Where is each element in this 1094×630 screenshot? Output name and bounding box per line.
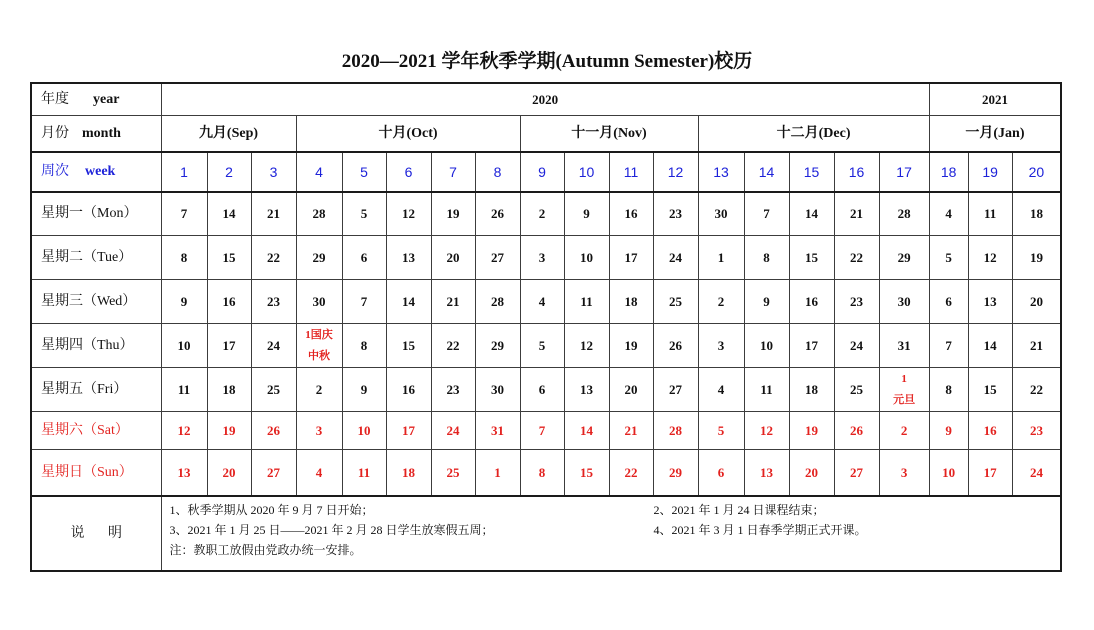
date-cell: 3 (296, 412, 342, 450)
note-item-1: 1、秋季学期从 2020 年 9 月 7 日开始； (169, 503, 374, 517)
week-row-label (31, 152, 161, 192)
year-row-label (31, 83, 161, 116)
date-cell: 19 (789, 412, 834, 450)
date-cell: 10 (342, 412, 386, 450)
date-cell: 18 (789, 368, 834, 412)
month-cell-jan: 一月(Jan) (929, 116, 1061, 153)
day-label: 星期四（Thu） (31, 324, 161, 368)
day-row-thu (31, 324, 1061, 368)
date-cell: 16 (968, 412, 1012, 450)
week-number: 17 (879, 152, 929, 192)
date-cell: 16 (609, 192, 653, 236)
date-cell: 30 (296, 280, 342, 324)
date-cell: 13 (386, 236, 431, 280)
notes-label: 说 明 (31, 496, 161, 571)
week-number: 3 (251, 152, 296, 192)
date-cell: 8 (929, 368, 968, 412)
month-cell-dec: 十二月(Dec) (698, 116, 929, 153)
date-cell: 11 (968, 192, 1012, 236)
date-cell: 28 (879, 192, 929, 236)
date-cell: 13 (564, 368, 609, 412)
school-calendar-table (30, 82, 1062, 572)
date-cell: 14 (968, 324, 1012, 368)
date-cell: 25 (653, 280, 698, 324)
date-cell: 25 (431, 450, 475, 497)
year-label-zh: 年度 (41, 91, 69, 107)
date-cell: 21 (251, 192, 296, 236)
date-cell: 17 (207, 324, 251, 368)
date-cell: 29 (296, 236, 342, 280)
date-cell: 5 (929, 236, 968, 280)
date-cell: 4 (698, 368, 744, 412)
day-row-fri (31, 368, 1061, 412)
date-cell: 20 (1012, 280, 1061, 324)
date-cell: 23 (431, 368, 475, 412)
date-cell: 5 (520, 324, 564, 368)
week-number: 7 (431, 152, 475, 192)
week-number: 15 (789, 152, 834, 192)
date-cell: 10 (564, 236, 609, 280)
date-cell: 22 (834, 236, 879, 280)
week-row (31, 152, 1061, 192)
week-number: 4 (296, 152, 342, 192)
week-number: 13 (698, 152, 744, 192)
date-cell: 2 (879, 412, 929, 450)
date-cell: 1 (475, 450, 520, 497)
date-cell: 9 (161, 280, 207, 324)
date-cell: 22 (609, 450, 653, 497)
week-number: 18 (929, 152, 968, 192)
date-cell: 6 (520, 368, 564, 412)
holiday-date-cell: 1 元旦 (879, 368, 929, 412)
week-number: 14 (744, 152, 789, 192)
date-cell: 14 (564, 412, 609, 450)
date-cell: 28 (296, 192, 342, 236)
day-row-sun (31, 450, 1061, 497)
date-cell: 8 (520, 450, 564, 497)
date-cell: 24 (251, 324, 296, 368)
day-row-mon (31, 192, 1061, 236)
month-label-en: month (82, 125, 121, 141)
week-number: 6 (386, 152, 431, 192)
date-cell: 29 (879, 236, 929, 280)
date-cell: 13 (968, 280, 1012, 324)
date-cell: 9 (564, 192, 609, 236)
day-row-tue (31, 236, 1061, 280)
date-cell: 7 (929, 324, 968, 368)
date-cell: 17 (609, 236, 653, 280)
notes-row (31, 496, 1061, 571)
date-cell: 16 (789, 280, 834, 324)
year-cell-2020: 2020 (161, 83, 929, 116)
date-cell: 11 (161, 368, 207, 412)
week-number: 19 (968, 152, 1012, 192)
date-cell: 9 (744, 280, 789, 324)
year-row (31, 83, 1061, 116)
date-cell: 31 (879, 324, 929, 368)
date-cell: 8 (744, 236, 789, 280)
date-cell: 20 (789, 450, 834, 497)
date-cell: 19 (207, 412, 251, 450)
date-cell: 18 (386, 450, 431, 497)
month-row (31, 116, 1061, 153)
date-cell: 24 (431, 412, 475, 450)
date-cell: 27 (834, 450, 879, 497)
week-number: 2 (207, 152, 251, 192)
date-cell: 29 (475, 324, 520, 368)
week-number: 16 (834, 152, 879, 192)
year-label-en: year (93, 91, 120, 107)
date-cell: 28 (653, 412, 698, 450)
date-cell: 27 (475, 236, 520, 280)
date-cell: 18 (1012, 192, 1061, 236)
date-cell: 8 (342, 324, 386, 368)
month-row-label (31, 116, 161, 153)
date-cell: 25 (834, 368, 879, 412)
day-label: 星期五（Fri） (31, 368, 161, 412)
date-cell: 20 (609, 368, 653, 412)
date-cell: 11 (342, 450, 386, 497)
date-cell: 8 (161, 236, 207, 280)
notes-content (161, 496, 1061, 571)
date-cell: 16 (386, 368, 431, 412)
date-cell: 3 (698, 324, 744, 368)
date-cell: 5 (698, 412, 744, 450)
date-cell: 30 (475, 368, 520, 412)
week-number: 10 (564, 152, 609, 192)
date-cell: 26 (653, 324, 698, 368)
holiday-date-cell: 1国庆 中秋 (296, 324, 342, 368)
date-cell: 26 (251, 412, 296, 450)
month-cell-sep: 九月(Sep) (161, 116, 296, 153)
date-cell: 11 (564, 280, 609, 324)
week-number: 20 (1012, 152, 1061, 192)
date-cell: 7 (744, 192, 789, 236)
date-cell: 12 (161, 412, 207, 450)
date-cell: 23 (251, 280, 296, 324)
date-cell: 24 (1012, 450, 1061, 497)
date-cell: 30 (879, 280, 929, 324)
date-cell: 15 (386, 324, 431, 368)
date-cell: 16 (207, 280, 251, 324)
day-label: 星期三（Wed） (31, 280, 161, 324)
date-cell: 3 (520, 236, 564, 280)
date-cell: 25 (251, 368, 296, 412)
notes-grid (170, 500, 1061, 560)
note-item-3: 3、2021 年 1 月 25 日——2021 年 2 月 28 日学生放寒假五周； (169, 523, 494, 537)
date-cell: 28 (475, 280, 520, 324)
date-cell: 26 (834, 412, 879, 450)
date-cell: 4 (929, 192, 968, 236)
month-cell-nov: 十一月(Nov) (520, 116, 698, 153)
date-cell: 12 (744, 412, 789, 450)
date-cell: 7 (520, 412, 564, 450)
day-label: 星期日（Sun） (31, 450, 161, 497)
week-number: 5 (342, 152, 386, 192)
week-number: 1 (161, 152, 207, 192)
date-cell: 24 (834, 324, 879, 368)
day-label: 星期一（Mon） (31, 192, 161, 236)
date-cell: 21 (1012, 324, 1061, 368)
date-cell: 13 (744, 450, 789, 497)
date-cell: 23 (834, 280, 879, 324)
note-item-4: 4、2021 年 3 月 1 日春季学期正式开课。 (653, 523, 867, 537)
date-cell: 15 (564, 450, 609, 497)
date-cell: 7 (342, 280, 386, 324)
month-label-zh: 月份 (41, 125, 69, 141)
date-cell: 21 (834, 192, 879, 236)
day-label: 星期六（Sat） (31, 412, 161, 450)
week-number: 9 (520, 152, 564, 192)
date-cell: 27 (251, 450, 296, 497)
date-cell: 19 (609, 324, 653, 368)
date-cell: 1 (698, 236, 744, 280)
date-cell: 18 (609, 280, 653, 324)
date-cell: 24 (653, 236, 698, 280)
day-row-wed (31, 280, 1061, 324)
date-cell: 19 (431, 192, 475, 236)
date-cell: 13 (161, 450, 207, 497)
date-cell: 4 (296, 450, 342, 497)
date-cell: 15 (968, 368, 1012, 412)
date-cell: 31 (475, 412, 520, 450)
date-cell: 21 (609, 412, 653, 450)
date-cell: 20 (431, 236, 475, 280)
date-cell: 17 (789, 324, 834, 368)
date-cell: 22 (1012, 368, 1061, 412)
date-cell: 18 (207, 368, 251, 412)
week-number: 11 (609, 152, 653, 192)
date-cell: 2 (296, 368, 342, 412)
date-cell: 9 (929, 412, 968, 450)
date-cell: 11 (744, 368, 789, 412)
date-cell: 14 (789, 192, 834, 236)
note-remark: 注：教职工放假由党政办统一安排。 (169, 543, 362, 557)
date-cell: 5 (342, 192, 386, 236)
date-cell: 23 (653, 192, 698, 236)
date-cell: 10 (161, 324, 207, 368)
date-cell: 6 (929, 280, 968, 324)
date-cell: 9 (342, 368, 386, 412)
week-label-en: week (85, 164, 116, 179)
date-cell: 6 (698, 450, 744, 497)
date-cell: 2 (520, 192, 564, 236)
date-cell: 23 (1012, 412, 1061, 450)
date-cell: 12 (968, 236, 1012, 280)
date-cell: 12 (386, 192, 431, 236)
date-cell: 14 (386, 280, 431, 324)
date-cell: 7 (161, 192, 207, 236)
year-cell-2021: 2021 (929, 83, 1061, 116)
date-cell: 3 (879, 450, 929, 497)
date-cell: 2 (698, 280, 744, 324)
day-label: 星期二（Tue） (31, 236, 161, 280)
date-cell: 10 (744, 324, 789, 368)
date-cell: 30 (698, 192, 744, 236)
note-item-2: 2、2021 年 1 月 24 日课程结束； (653, 503, 825, 517)
date-cell: 10 (929, 450, 968, 497)
date-cell: 4 (520, 280, 564, 324)
calendar-body (31, 83, 1061, 571)
date-cell: 26 (475, 192, 520, 236)
date-cell: 17 (386, 412, 431, 450)
date-cell: 15 (207, 236, 251, 280)
date-cell: 22 (251, 236, 296, 280)
date-cell: 17 (968, 450, 1012, 497)
date-cell: 22 (431, 324, 475, 368)
date-cell: 20 (207, 450, 251, 497)
calendar-title: 2020—2021 学年秋季学期(Autumn Semester)校历 (341, 51, 753, 72)
date-cell: 6 (342, 236, 386, 280)
date-cell: 29 (653, 450, 698, 497)
week-number: 8 (475, 152, 520, 192)
date-cell: 19 (1012, 236, 1061, 280)
week-label-zh: 周次 (41, 164, 69, 179)
week-number: 12 (653, 152, 698, 192)
date-cell: 14 (207, 192, 251, 236)
day-row-sat (31, 412, 1061, 450)
date-cell: 27 (653, 368, 698, 412)
month-cell-oct: 十月(Oct) (296, 116, 520, 153)
date-cell: 21 (431, 280, 475, 324)
date-cell: 12 (564, 324, 609, 368)
date-cell: 15 (789, 236, 834, 280)
